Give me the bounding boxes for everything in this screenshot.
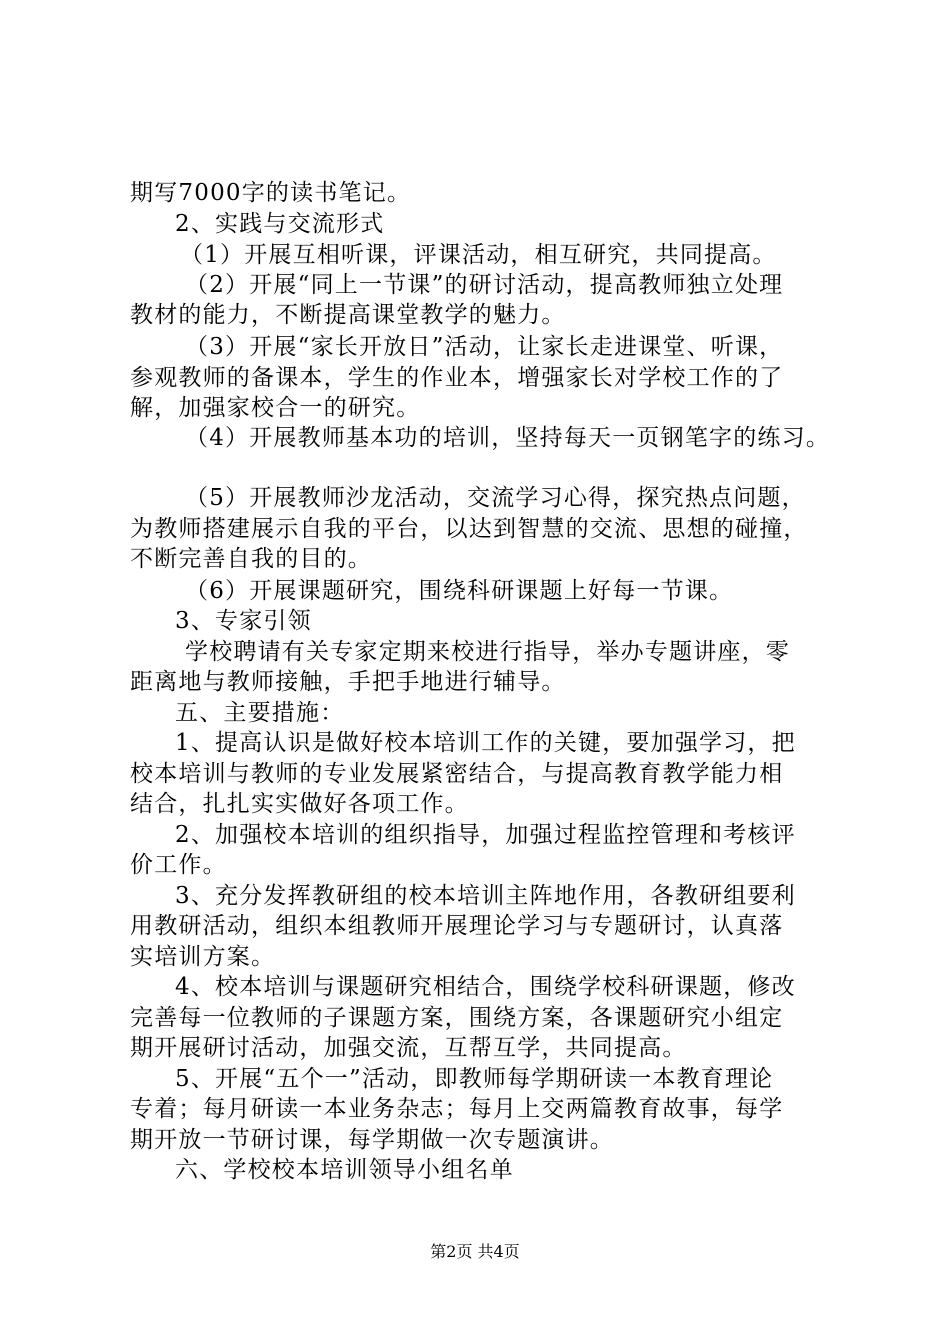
section-heading: 五、主要措施： xyxy=(175,700,345,726)
text-line: 学校聘请有关专家定期来校进行指导，举办专题讲座，零 xyxy=(185,639,790,665)
text-line: 3、充分发挥教研组的校本培训主阵地作用，各教研组要利 xyxy=(175,883,796,909)
text-line: 实培训方案。 xyxy=(130,944,276,970)
text-line: 教材的能力，不断提高课堂教学的魅力。 xyxy=(130,302,566,328)
text-line: 期写7000字的读书笔记。 xyxy=(130,180,412,206)
text-line: （2）开展“同上一节课”的研讨活动，提高教师独立处理 xyxy=(185,272,784,298)
text-line: 为教师搭建展示自我的平台，以达到智慧的交流、思想的碰撞， xyxy=(130,516,808,542)
text-line: 价工作。 xyxy=(130,852,227,878)
text-line: 完善每一位教师的子课题方案，围绕方案，各课题研究小组定 xyxy=(130,1005,784,1031)
text-line: 距离地与教师接触，手把手地进行辅导。 xyxy=(130,669,566,695)
section-heading: 2、实践与交流形式 xyxy=(175,211,385,237)
text-line: （5）开展教师沙龙活动，交流学习心得，探究热点问题， xyxy=(185,485,806,511)
text-line: 2、加强校本培训的组织指导，加强过程监控管理和考核评 xyxy=(175,822,796,848)
text-line: 1、提高认识是做好校本培训工作的关键，要加强学习，把 xyxy=(175,730,796,756)
text-line: 专着；每月研读一本业务杂志；每月上交两篇教育故事，每学 xyxy=(130,1096,784,1122)
text-line: （3）开展“家长开放日”活动，让家长走进课堂、听课， xyxy=(185,334,784,360)
text-line: 4、校本培训与课题研究相结合，围绕学校科研课题，修改 xyxy=(175,974,796,1000)
text-line: 校本培训与教师的专业发展紧密结合，与提高教育教学能力相 xyxy=(130,761,784,787)
text-line: 期开展研讨活动，加强交流，互帮互学，共同提高。 xyxy=(130,1035,687,1061)
section-heading: 3、专家引领 xyxy=(175,608,312,634)
section-heading: 六、学校校本培训领导小组名单 xyxy=(175,1157,514,1183)
text-line: 参观教师的备课本，学生的作业本，增强家长对学校工作的了 xyxy=(130,365,784,391)
text-line: （4）开展教师基本功的培训，坚持每天一页钢笔字的练习。 xyxy=(185,425,831,451)
text-line: 不断完善自我的目的。 xyxy=(130,546,372,572)
text-line: 解，加强家校合一的研究。 xyxy=(130,395,421,421)
text-line: 5、开展“五个一”活动，即教师每学期研读一本教育理论 xyxy=(175,1066,774,1092)
page-number-footer: 第2页 共4页 xyxy=(430,1242,520,1261)
text-line: 结合，扎扎实实做好各项工作。 xyxy=(130,791,469,817)
text-line: （1）开展互相听课，评课活动，相互研究，共同提高。 xyxy=(180,242,777,268)
text-line: 用教研活动，组织本组教师开展理论学习与专题研讨，认真落 xyxy=(130,913,784,939)
text-line: （6）开展课题研究，围绕科研课题上好每一节课。 xyxy=(185,578,734,604)
text-line: 期开放一节研讨课，每学期做一次专题演讲。 xyxy=(130,1127,614,1153)
